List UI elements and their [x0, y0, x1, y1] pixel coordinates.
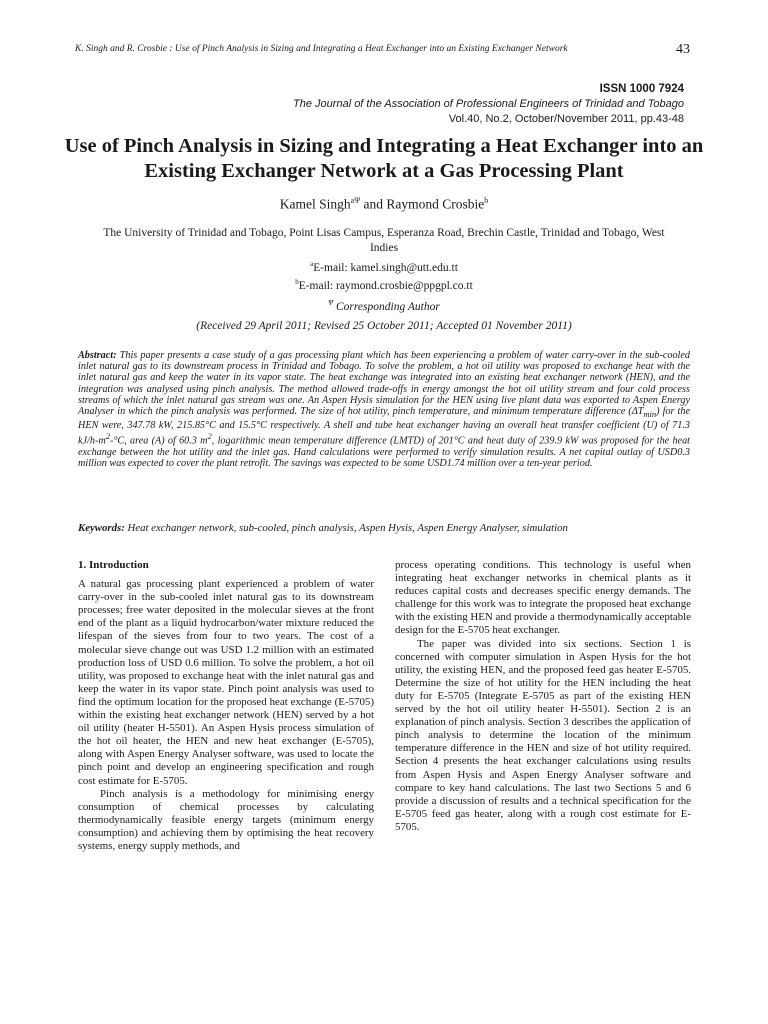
email-marker: b: [295, 277, 299, 286]
author-marker: b: [484, 196, 489, 205]
abstract-text: , logarithmic mean temperature difference (LMTD) of 201°C and heat duty of 239.9 kW was proposed for the heat exchange between the hot utility and the inlet gas. Hand calculations were performed to verify simulation results. A net capital outlay of USD0.3 million was expected to cover the plant retrofit. The savings was expected to be some USD1.74 million over a ten-year period.: [78, 435, 690, 470]
email-line: [60, 275, 708, 293]
body-column-left: [78, 559, 374, 853]
body-column-right: [395, 559, 691, 834]
abstract-label: Abstract:: [78, 350, 117, 361]
email-list: [60, 257, 708, 293]
email-line: [60, 257, 708, 275]
running-head: K. Singh and R. Crosbie : Use of Pinch Analysis in Sizing and Integrating a Heat Exchanger into an Existing Exchanger Network: [75, 44, 568, 54]
author-name: Kamel Singh: [279, 196, 351, 212]
author-name: Raymond Crosbie: [386, 196, 485, 212]
affiliation: The University of Trinidad and Tobago, Point Lisas Campus, Esperanza Road, Brechin Castle, Trinidad and Tobago, West Indies: [103, 227, 665, 254]
abstract-text: ) for the HEN were, 347.78 kW, 215.85°C and 15.5°C respectively. A shell and tube heat exchanger having an overall heat transfer coefficient (U) of 71.3 kJ/h-m: [78, 406, 690, 447]
abstract-subscript: min: [643, 409, 657, 420]
abstract: [78, 350, 690, 469]
keywords-label: Keywords:: [78, 522, 125, 534]
journal-volume: Vol.40, No.2, October/November 2011, pp.43-48: [448, 113, 684, 125]
abstract-text: This paper presents a case study of a gas processing plant which has been experiencing a problem of water carry-over in the sub-cooled inlet natural gas to its downstream process in Trinidad and Tobago. To solve the problem, a hot oil utility was proposed to exchange heat with the inlet natural gas and keep the water in its vapor state. The heat exchange was integrated into an existing heat exchanger network (HEN), and the integration was analysed using pinch analysis. The method allowed trade-offs in energy amongst the hot oil utility stream and four cold process streams of which the inlet natural gas stream was one. An Aspen Hysis simulation for the HEN using live plant data was exported to Aspen Energy Analyser in which the pinch analysis was performed. The size of hot utility, pinch temperature, and minimum temperature difference (ΔT: [78, 350, 690, 418]
author-marker: aΨ: [350, 196, 361, 205]
journal-info: [293, 82, 684, 127]
corresponding-text: Corresponding Author: [333, 300, 440, 313]
body-paragraph: Pinch analysis is a methodology for minimising energy consumption of chemical processes by calculating thermodynamically feasible energy targets (minimum energy consumption) and achieving them by optimising the heat recovery systems, energy supply methods, and: [78, 787, 374, 852]
body-paragraph: The paper was divided into six sections. Section 1 is concerned with computer simulation in Aspen Hysis for the hot utility, the existing HEN, and the proposed feed gas heater E-5705. Determine the size of hot utility for the HEN including the heat duty for E-5705 (Integrate E-5705 as part of the existing HEN served by the hot oil utility heater H-5501). Section 2 is an explanation of pinch analysis. Section 3 describes the application of pinch analysis to determine the location of the minimum temperature difference in the HEN and size of hot utility required. Section 4 presents the heat exchanger calculations using results from Aspen Hysis and Aspen Energy Analyser software and compare to key hand calculations. The last two Sections 5 and 6 provide a discussion of results and a technical specification for the E-5705 feed gas heater, along with a rough cost estimate for E-5705.: [395, 637, 691, 833]
corresponding-author-note: [60, 299, 708, 313]
received-dates: (Received 29 April 2011; Revised 25 October 2011; Accepted 01 November 2011): [196, 320, 572, 332]
author-list: [60, 196, 708, 213]
journal-name: The Journal of the Association of Professional Engineers of Trinidad and Tobago: [293, 98, 684, 110]
journal-issn: ISSN 1000 7924: [599, 83, 684, 95]
abstract-superscript: 2: [207, 431, 212, 442]
keywords: [78, 522, 690, 534]
section-heading: 1. Introduction: [78, 559, 149, 571]
email-address[interactable]: E-mail: raymond.crosbie@ppgpl.co.tt: [298, 279, 473, 292]
abstract-text: -°C, area (A) of 60.3 m: [109, 435, 208, 447]
body-paragraph: process operating conditions. This technology is useful when integrating heat exchanger networks in chemical plants as it reduces capital costs and decreases specific energy demands. The challenge for this work was to integrate the proposed heat exchange with the existing HEN and provide a thermodynamically acceptable design for the E-5705 heat exchanger.: [395, 559, 691, 637]
keywords-text: Heat exchanger network, sub-cooled, pinch analysis, Aspen Hysis, Aspen Energy Analyser, simulation: [124, 522, 568, 534]
paper-title: Use of Pinch Analysis in Sizing and Integrating a Heat Exchanger into an Existing Exchanger Network at a Gas Processing Plant: [64, 135, 704, 182]
email-address[interactable]: E-mail: kamel.singh@utt.edu.tt: [313, 261, 458, 274]
email-marker: a: [310, 260, 314, 268]
body-paragraph: A natural gas processing plant experienced a problem of water carry-over in the sub-cooled inlet natural gas to its downstream processes; free water deposited in the molecular sieves at the front end of the plant as a liquid hydrocarbon/water mixture reduced the lifespan of the sieves from four to two years. The cost of a molecular sieve change out was USD 1.2 million with an estimated production loss of USD 0.6 million. To solve the problem, a hot oil utility, was proposed to exchange heat with the inlet natural gas and keep the water in its vapor state. Pinch point analysis was used to find the optimum location for the proposed heat exchange (E-5705) within the existing heat exchanger network (HEN) served by a hot oil utility (heater H-5501). An Aspen Hysis process simulation of the hot oil heater, the HEN and new heat exchanger (E-5705), along with Aspen Energy Analyser software, was used to locate the pinch point and develop an engineering specification and rough cost estimate for E-5705.: [78, 578, 374, 787]
author-joiner: and: [360, 196, 387, 212]
corresponding-marker: Ψ: [328, 299, 334, 307]
page-number: 43: [676, 42, 690, 57]
abstract-superscript: 2: [105, 431, 110, 442]
